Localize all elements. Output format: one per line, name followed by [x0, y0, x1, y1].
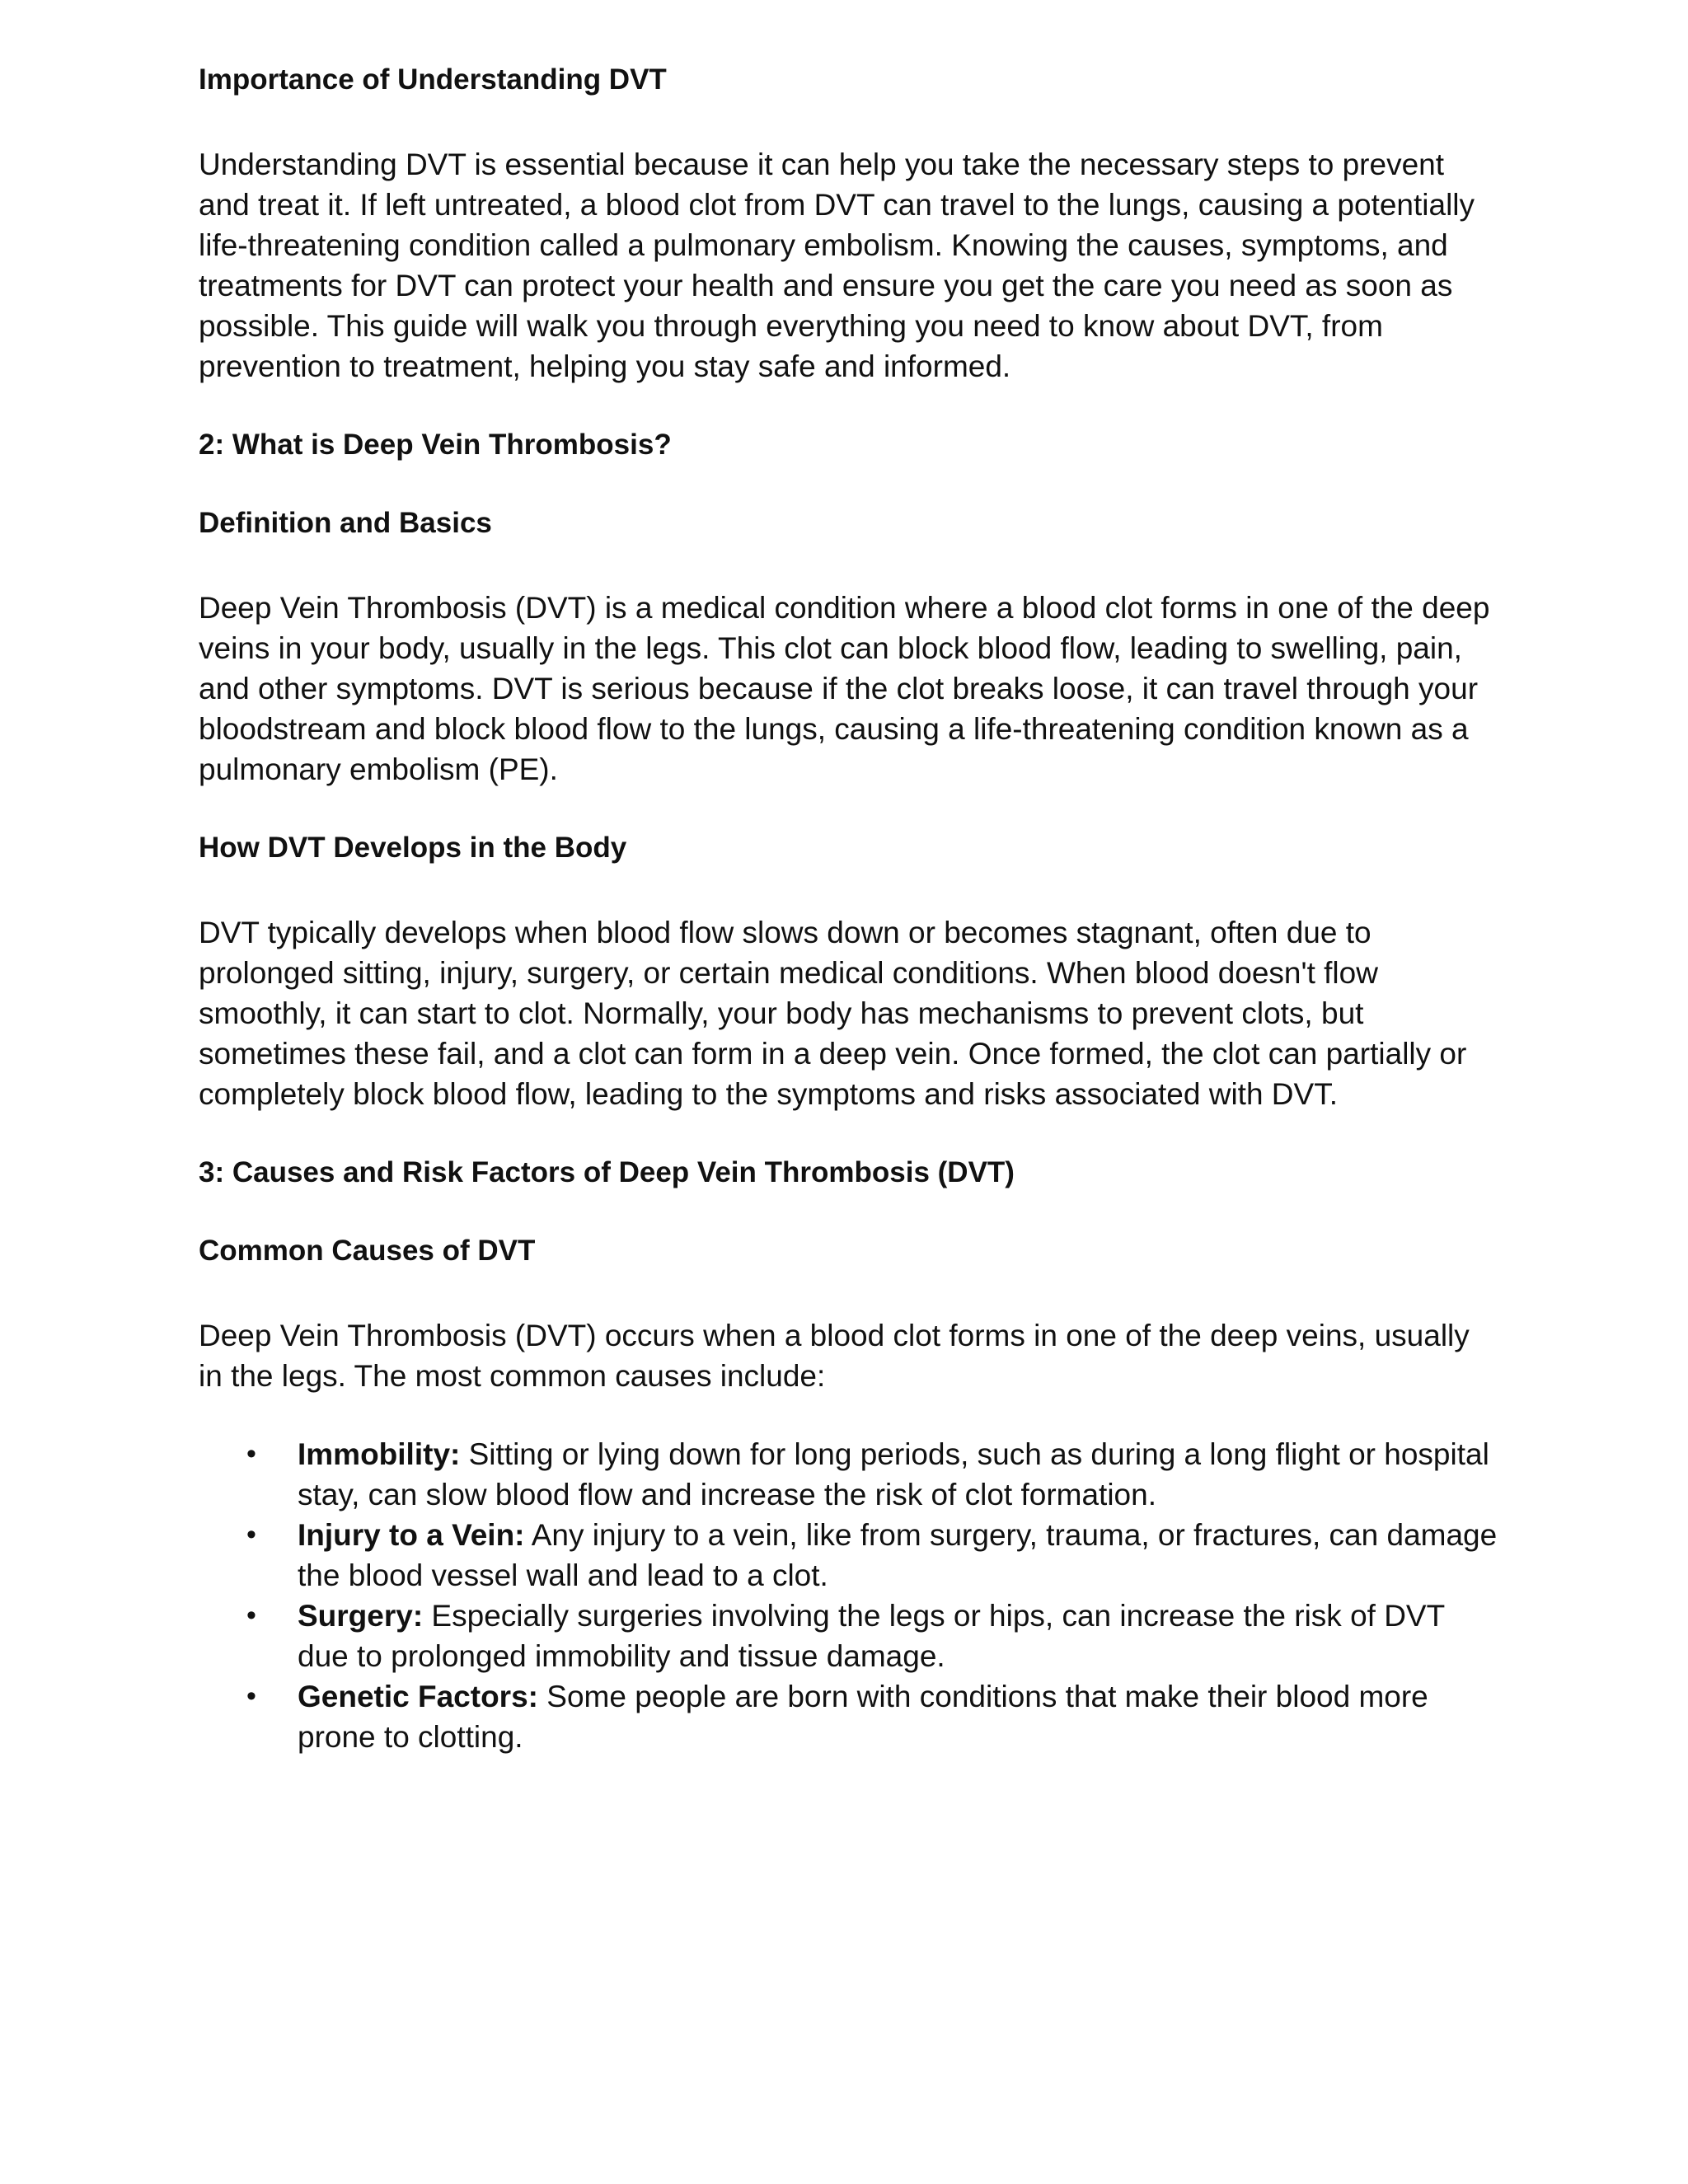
develops-paragraph: DVT typically develops when blood flow slows down or becomes stagnant, often due to prolonged sitting, injury, surgery, or certain medical conditions. When blood doesn't flow smoothly, it can start to clot. Normally, your body has mechanisms to prevent clots, but sometimes these fail, and a clot can form in a deep vein. Once formed, the clot can partially or completely block blood flow, leading to the symptoms and risks associated with DVT. — [199, 916, 1467, 1111]
bullet-icon: • — [246, 1438, 256, 1469]
list-item — [199, 1676, 1501, 1757]
list-item-text: Especially surgeries involving the legs or hips, can increase the risk of DVT due to prolonged immobility and tissue damage. — [298, 1599, 1445, 1673]
importance-paragraph: Understanding DVT is essential because it can help you take the necessary steps to prevent and treat it. If left untreated, a blood clot from DVT can travel to the lungs, causing a potentially life-threatening condition called a pulmonary embolism. Knowing the causes, symptoms, and treatments for DVT can protect your health and ensure you get the care you need as soon as possible. This guide will walk you through everything you need to know about DVT, from prevention to treatment, helping you stay safe and informed. — [199, 148, 1475, 383]
list-item-term: Genetic Factors: — [298, 1680, 538, 1713]
bullet-icon: • — [246, 1519, 256, 1550]
what-is-dvt-heading: 2: What is Deep Vein Thrombosis? — [199, 429, 672, 461]
list-item-text: Some people are born with conditions that make their blood more prone to clotting. — [298, 1680, 1428, 1754]
definition-heading: Definition and Basics — [199, 507, 492, 539]
bullet-icon: • — [246, 1680, 256, 1712]
list-item — [199, 1596, 1501, 1676]
list-item — [199, 1515, 1501, 1596]
list-item — [199, 1434, 1501, 1515]
develops-heading: How DVT Develops in the Body — [199, 832, 627, 864]
list-item-term: Surgery: — [298, 1599, 424, 1633]
document-page — [199, 59, 1501, 1757]
list-item-text: Sitting or lying down for long periods, such as during a long flight or hospital stay, can slow blood flow and increase the risk of clot formation. — [298, 1437, 1489, 1511]
common-causes-heading: Common Causes of DVT — [199, 1235, 536, 1267]
definition-paragraph: Deep Vein Thrombosis (DVT) is a medical condition where a blood clot forms in one of the deep veins in your body, usually in the legs. This clot can block blood flow, leading to swelling, pain, and other symptoms. DVT is serious because if the clot breaks loose, it can travel through your bloodstream and block blood flow to the lungs, causing a life-threatening condition known as a pulmonary embolism (PE). — [199, 591, 1490, 786]
causes-list — [199, 1434, 1501, 1757]
list-item-term: Immobility: — [298, 1437, 461, 1471]
causes-heading: 3: Causes and Risk Factors of Deep Vein Thrombosis (DVT) — [199, 1156, 1015, 1188]
common-causes-paragraph: Deep Vein Thrombosis (DVT) occurs when a blood clot forms in one of the deep veins, usually in the legs. The most common causes include: — [199, 1319, 1470, 1393]
bullet-icon: • — [246, 1600, 256, 1631]
list-item-term: Injury to a Vein: — [298, 1518, 525, 1552]
list-item-text: Any injury to a vein, like from surgery, trauma, or fractures, can damage the blood vessel wall and lead to a clot. — [298, 1518, 1498, 1592]
importance-heading: Importance of Understanding DVT — [199, 63, 667, 96]
